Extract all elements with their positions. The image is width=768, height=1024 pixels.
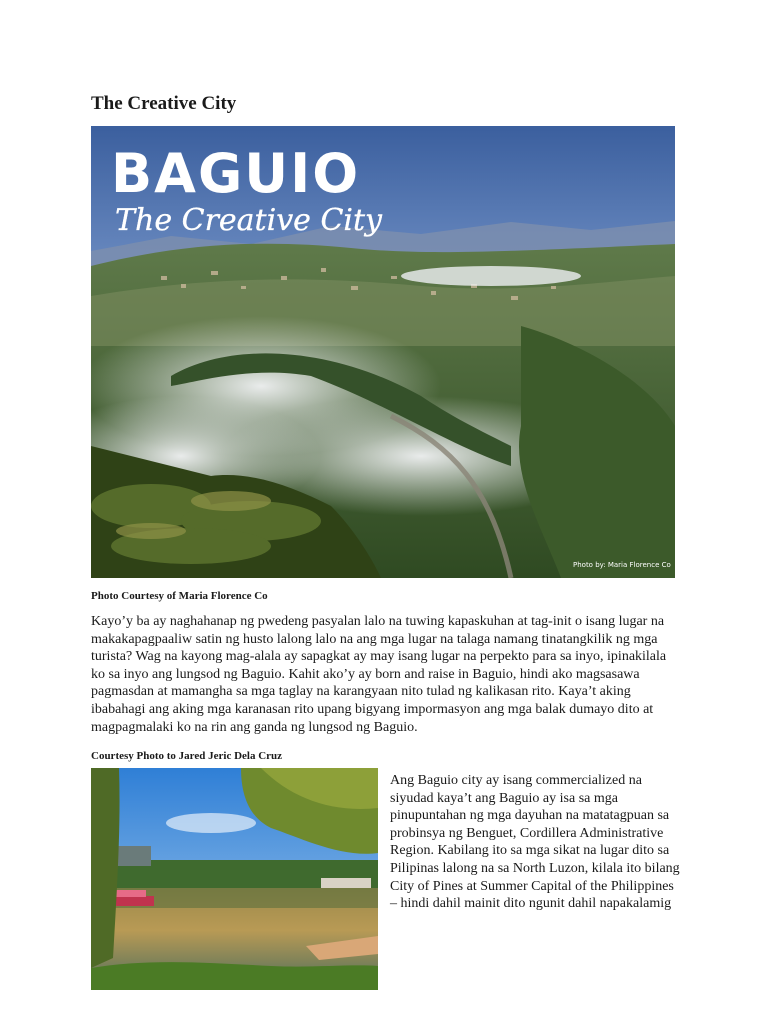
- lake-caption: Courtesy Photo to Jared Jeric Dela Cruz: [91, 750, 283, 762]
- hero-caption: Photo Courtesy of Maria Florence Co: [91, 590, 268, 602]
- baguio-description-paragraph: Ang Baguio city ay isang commercialized na siyudad kaya’t ang Baguio ay isa sa mga pinupuntahan ng mga dayuhan na matatagpuan sa probinsya ng Benguet, Cordillera Administrative Region. Kabilang ito sa mga sikat na lugar dito sa Pilipinas lalong na sa North Luzon, kilala ito bilang City of Pines at Summer Capital of the Philippines – hindi dahil mainit dito ngunit dahil napakalamig: [390, 773, 680, 912]
- hero-photo-credit: Photo by: Maria Florence Co: [573, 561, 671, 569]
- intro-paragraph: Kayo’y ba ay naghahanap ng pwedeng pasyalan lalo na tuwing kapaskuhan at tag-init o isang lugar na makakapagpaaliw satin ng husto lalong lalo na ang mga lugar na talaga namang tinatangkilik ng mga turista? Wag na kayong mag-alala ay sapagkat ay may isang lugar na perpekto para sa inyo, ipinakilala ko sa inyo ang lungsod ng Baguio. Kahit ako’y ay born and raise in Baguio, hindi ako magsasawa pagmasdan at mamangha sa mga taglay na karangyaan nito tulad ng kalikasan rito. Kaya’t aking ibabahagi ang aking mga karanasan rito upang bigyang impormasyon ang mga balak dumayo dito at magpagmalaki ko na rin ang ganda ng lungsod ng Baguio.: [91, 614, 667, 735]
- page-title: The Creative City: [91, 93, 237, 114]
- hero-overlay-subtitle: The Creative City: [115, 203, 382, 238]
- hero-overlay-title: BAGUIO: [111, 142, 361, 205]
- hero-image-baguio: [91, 126, 675, 578]
- lake-photo: [91, 768, 378, 990]
